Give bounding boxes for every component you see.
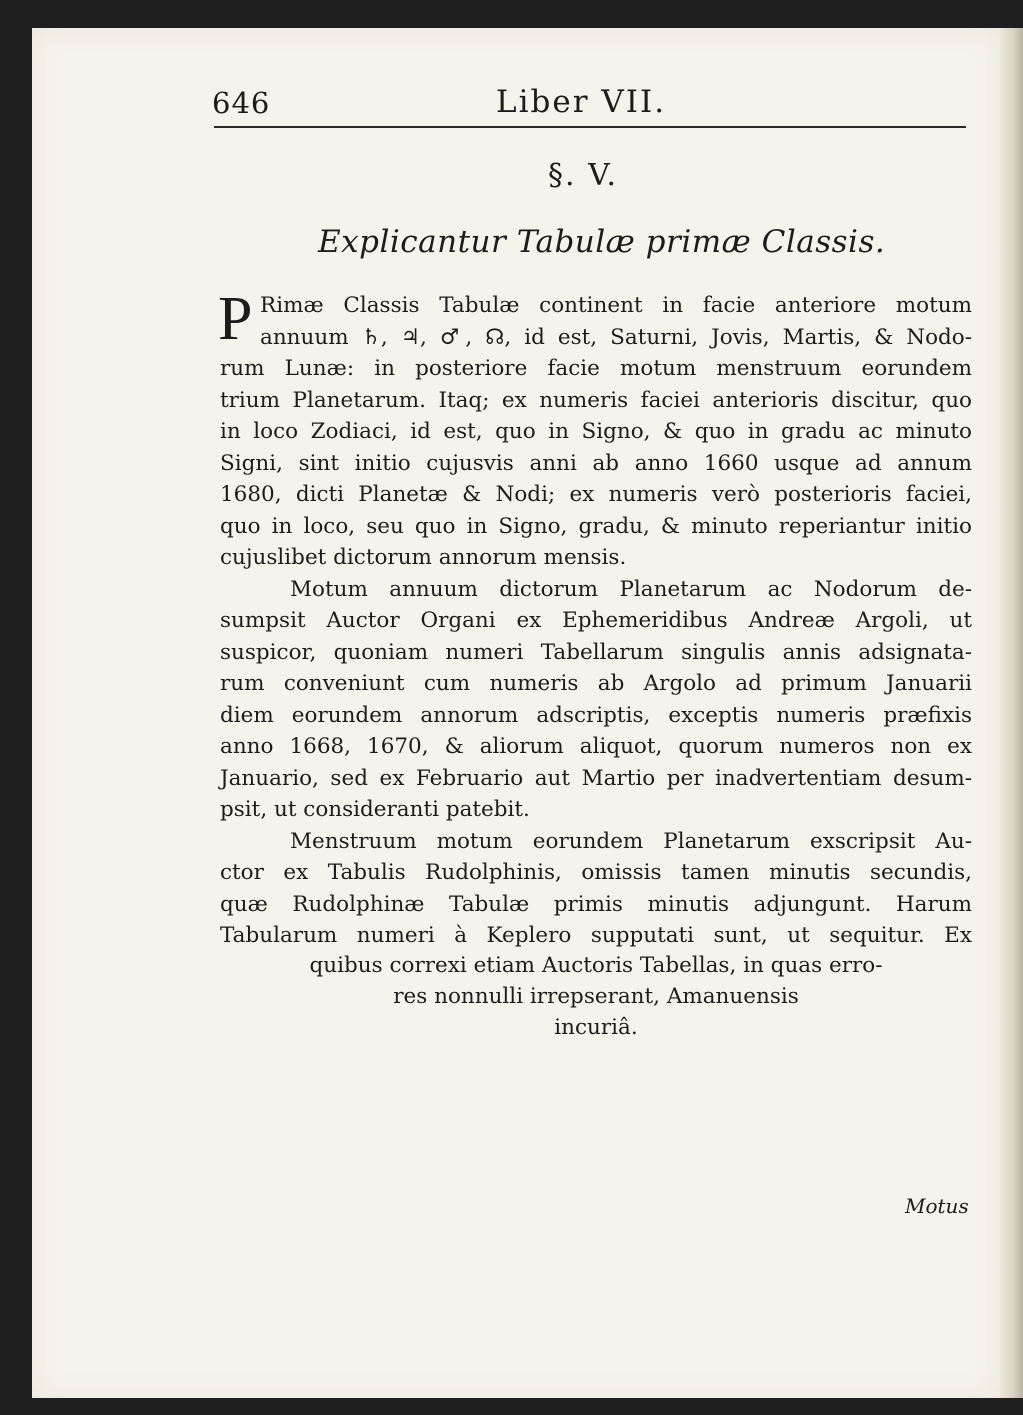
text-line: Menstruum motum eorundem Planetarum exscripsit Au- <box>290 828 972 854</box>
text-line: rum conveniunt cum numeris ab Argolo ad primum Januarii <box>220 671 972 696</box>
text-line: suspicor, quoniam numeri Tabellarum singulis annis adsignata- <box>220 639 972 665</box>
text-line: rum Lunæ: in posteriore facie motum menstruum eorundem <box>220 356 972 381</box>
text-line: quo in loco, seu quo in Signo, gradu, & minuto reperiantur initio <box>220 513 972 539</box>
text-line: diem eorundem annorum adscriptis, exceptis numeris præfixis <box>220 702 972 728</box>
text-line: quæ Rudolphinæ Tabulæ primis minutis adjungunt. Harum <box>220 891 972 917</box>
text-line: annuum ♄, ♃, ♂, ☊, id est, Saturni, Jovis, Martis, & Nodo- <box>260 324 972 350</box>
text-line: 1680, dicti Planetæ & Nodi; ex numeris verò posterioris faciei, <box>220 482 972 507</box>
text-line: in loco Zodiaci, id est, quo in Signo, & quo in gradu ac minuto <box>220 419 972 444</box>
text-line: trium Planetarum. Itaq; ex numeris faciei anterioris discitur, quo <box>220 387 972 413</box>
section-mark: §. V. <box>548 158 619 193</box>
text-line: Tabularum numeri à Keplero supputati sunt, ut sequitur. Ex <box>220 923 972 948</box>
text-line: Januario, sed ex Februario aut Martio per inadvertentiam desum- <box>220 765 972 791</box>
body-text <box>218 285 972 952</box>
text-line: cujuslibet dictorum annorum mensis. <box>220 545 627 570</box>
header-rule <box>214 126 966 128</box>
catchword: Motus <box>905 1194 969 1218</box>
text-line: Signi, sint initio cujusvis anni ab anno 1660 usque ad annum <box>220 450 972 476</box>
text-line: psit, ut consideranti patebit. <box>220 797 530 822</box>
text-line: Rimæ Classis Tabulæ continent in facie anteriore motum <box>260 293 972 318</box>
page-edge <box>1000 28 1023 1398</box>
running-head: Liber VII. <box>496 84 667 120</box>
tail-line: quibus correxi etiam Auctoris Tabellas, in quas erro- <box>309 953 883 978</box>
tail-line: incuriâ. <box>554 1015 638 1040</box>
page-number: 646 <box>212 86 271 120</box>
text-line: ctor ex Tabulis Rudolphinis, omissis tamen minutis secundis, <box>220 860 972 885</box>
drop-cap: P <box>218 285 253 353</box>
tail-line: res nonnulli irrepserant, Amanuensis <box>393 984 799 1009</box>
section-title: Explicantur Tabulæ primæ Classis. <box>318 224 886 260</box>
text-line: Motum annuum dictorum Planetarum ac Nodorum de- <box>290 576 972 602</box>
text-line: anno 1668, 1670, & aliorum aliquot, quorum numeros non ex <box>220 734 972 759</box>
text-line: sumpsit Auctor Organi ex Ephemeridibus Andreæ Argoli, ut <box>220 608 972 633</box>
